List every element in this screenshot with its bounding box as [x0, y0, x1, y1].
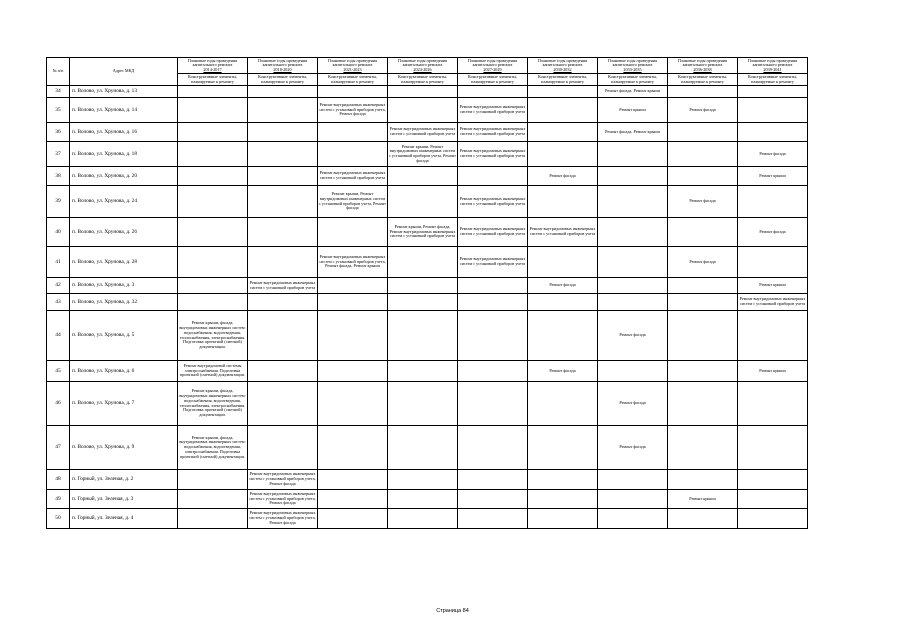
- repair-cell: Ремонт фасада: [598, 426, 668, 470]
- repair-cell: [318, 294, 388, 311]
- repair-cell: [388, 311, 458, 361]
- repair-cell: Ремонт внутридомовых инженерных систем с установкой приборов учета: [528, 218, 598, 247]
- table-row: [47, 382, 808, 426]
- repair-cell: [738, 382, 808, 426]
- row-number: 38: [47, 167, 70, 186]
- repair-cell: [668, 167, 738, 186]
- row-address: п. Волово, ул. Хрунова, д. 32: [70, 294, 178, 311]
- repair-cell: [318, 490, 388, 509]
- repair-cell: [458, 86, 528, 98]
- repair-cell: [458, 361, 528, 382]
- repair-cell: [318, 218, 388, 247]
- repair-cell: [598, 278, 668, 294]
- repair-cell: [388, 86, 458, 98]
- repair-cell: [668, 86, 738, 98]
- table-row: [47, 86, 808, 98]
- repair-cell: [458, 167, 528, 186]
- repair-cell: [738, 426, 808, 470]
- repair-cell: [388, 490, 458, 509]
- repair-cell: [668, 470, 738, 490]
- repair-cell: [318, 426, 388, 470]
- repair-cell: [178, 186, 248, 218]
- table-row: [47, 123, 808, 142]
- repair-cell: [248, 382, 318, 426]
- header-period: Плановые годы проведения капитального ремонта 2036-2038: [668, 58, 738, 74]
- repair-cell: Ремонт фасада: [668, 247, 738, 278]
- repair-cell: [178, 509, 248, 529]
- repair-cell: Ремонт внутридомовой системы электроснабжения. Подготовка проектной (сметной) документации.: [178, 361, 248, 382]
- repair-cell: [738, 186, 808, 218]
- repair-cell: [248, 218, 318, 247]
- repair-cell: [388, 470, 458, 490]
- repair-cell: Ремонт крыши: [738, 167, 808, 186]
- repair-cell: [668, 218, 738, 247]
- row-number: 37: [47, 142, 70, 167]
- repair-cell: [598, 186, 668, 218]
- header-period: Плановые годы проведения капитального ремонта 2039-2041: [738, 58, 808, 74]
- table-row: [47, 311, 808, 361]
- repair-cell: [668, 382, 738, 426]
- header-subtitle: Конструктивные элементы, планируемые к ремонту: [178, 74, 248, 86]
- table-header: [47, 58, 808, 86]
- repair-cell: [598, 167, 668, 186]
- header-address: Адрес МКД: [70, 58, 178, 86]
- repair-cell: Ремонт фасада: [528, 361, 598, 382]
- header-subtitle: Конструктивные элементы, планируемые к ремонту: [598, 74, 668, 86]
- repair-cell: [458, 509, 528, 529]
- repair-cell: [458, 470, 528, 490]
- header-period: Плановые годы проведения капитального ремонта 2024-2026: [388, 58, 458, 74]
- repair-cell: [598, 218, 668, 247]
- repair-cell: [388, 361, 458, 382]
- header-period: Плановые годы проведения капитального ремонта 2014-2017: [178, 58, 248, 74]
- repair-cell: [458, 382, 528, 426]
- repair-cell: Ремонт фасада: [528, 167, 598, 186]
- row-address: п. Волово, ул. Хрунова, д. 24: [70, 186, 178, 218]
- repair-cell: [738, 311, 808, 361]
- repair-cell: [388, 509, 458, 529]
- repair-cell: Ремонт внутридомовых инженерных систем с установкой приборов учета: [388, 123, 458, 142]
- repair-cell: Ремонт крыши, Ремонт фасада, Ремонт внутридомовых инженерных систем с установкой приборов учета: [388, 218, 458, 247]
- repair-cell: [528, 247, 598, 278]
- repair-cell: [178, 142, 248, 167]
- table-row: [47, 218, 808, 247]
- row-address: п. Волово, ул. Хрунова, д. 6: [70, 361, 178, 382]
- repair-cell: [738, 490, 808, 509]
- header-period: Плановые годы проведения капитального ремонта 2027-2029: [458, 58, 528, 74]
- repair-cell: [388, 294, 458, 311]
- repair-cell: [738, 123, 808, 142]
- header-subtitle: Конструктивные элементы, планируемые к ремонту: [668, 74, 738, 86]
- row-address: п. Горный, ул. Зеленая, д. 4: [70, 509, 178, 529]
- repair-cell: [248, 142, 318, 167]
- repair-cell: [598, 490, 668, 509]
- repair-cell: [178, 278, 248, 294]
- row-address: п. Волово, ул. Хрунова, д. 18: [70, 142, 178, 167]
- repair-cell: [318, 382, 388, 426]
- repair-cell: [248, 86, 318, 98]
- capital-repair-schedule-table: [46, 57, 808, 529]
- repair-cell: [248, 361, 318, 382]
- table-body: [47, 86, 808, 529]
- repair-cell: Ремонт фасада: [598, 311, 668, 361]
- repair-cell: [178, 294, 248, 311]
- table-row: [47, 294, 808, 311]
- table-row: [47, 426, 808, 470]
- repair-cell: [598, 294, 668, 311]
- repair-cell: [318, 311, 388, 361]
- repair-cell: [178, 490, 248, 509]
- repair-cell: Ремонт фасада: [738, 142, 808, 167]
- row-number: 45: [47, 361, 70, 382]
- repair-cell: [388, 167, 458, 186]
- row-number: 43: [47, 294, 70, 311]
- row-number: 35: [47, 98, 70, 123]
- row-number: 39: [47, 186, 70, 218]
- row-address: п. Волово, ул. Хрунова, д. 5: [70, 311, 178, 361]
- row-address: п. Волово, ул. Хрунова, д. 7: [70, 382, 178, 426]
- repair-cell: [178, 247, 248, 278]
- row-address: п. Волово, ул. Хрунова, д. 16: [70, 123, 178, 142]
- table-row: [47, 186, 808, 218]
- repair-cell: [528, 123, 598, 142]
- repair-cell: [668, 142, 738, 167]
- row-number: 46: [47, 382, 70, 426]
- repair-cell: [248, 186, 318, 218]
- row-address: п. Волово, ул. Хрунова, д. 13: [70, 86, 178, 98]
- repair-cell: [528, 294, 598, 311]
- table-row: [47, 490, 808, 509]
- row-address: п. Волово, ул. Хрунова, д. 20: [70, 167, 178, 186]
- repair-cell: Ремонт крыши, Ремонт внутридомовых инженерных систем с установкой приборов учета, Ремонт фасада: [318, 186, 388, 218]
- repair-cell: [248, 123, 318, 142]
- repair-cell: [458, 426, 528, 470]
- table-row: [47, 167, 808, 186]
- row-address: п. Горный, ул. Зеленая, д. 3: [70, 490, 178, 509]
- repair-cell: [388, 382, 458, 426]
- repair-cell: Ремонт крыши: [738, 361, 808, 382]
- repair-cell: [178, 470, 248, 490]
- row-number: 41: [47, 247, 70, 278]
- repair-cell: [458, 278, 528, 294]
- row-number: 47: [47, 426, 70, 470]
- repair-cell: [598, 470, 668, 490]
- repair-cell: [668, 294, 738, 311]
- table-row: [47, 509, 808, 529]
- repair-cell: [178, 86, 248, 98]
- repair-cell: [738, 86, 808, 98]
- repair-cell: [178, 167, 248, 186]
- repair-cell: [248, 98, 318, 123]
- repair-cell: Ремонт крыши, фасада, внутридомовых инженерных систем: водоснабжения, водоотведения, теплоснабжения, электроснабжения. Подготовка проектной (сметной) документации.: [178, 382, 248, 426]
- table-row: [47, 278, 808, 294]
- row-address: п. Горный, ул. Зеленая, д. 2: [70, 470, 178, 490]
- repair-cell: [528, 142, 598, 167]
- repair-cell: [738, 470, 808, 490]
- header-subtitle: Конструктивные элементы, планируемые к ремонту: [388, 74, 458, 86]
- repair-cell: [528, 98, 598, 123]
- header-subtitle: Конструктивные элементы, планируемые к ремонту: [248, 74, 318, 86]
- repair-cell: Ремонт внутридомовых инженерных систем с установкой приборов учета: [458, 218, 528, 247]
- header-num: № п/п: [47, 58, 70, 86]
- row-number: 50: [47, 509, 70, 529]
- table-row: [47, 361, 808, 382]
- repair-cell: [598, 247, 668, 278]
- repair-cell: [528, 426, 598, 470]
- repair-cell: Ремонт крыши, Ремонт внутридомовых инженерных систем с установкой приборов учета, Ремонт фасада: [388, 142, 458, 167]
- repair-cell: Ремонт крыши: [668, 490, 738, 509]
- repair-cell: Ремонт внутридомовых инженерных систем с установкой приборов учета: [458, 247, 528, 278]
- header-period: Плановые годы проведения капитального ремонта 2018-2020: [248, 58, 318, 74]
- repair-cell: Ремонт внутридомовых инженерных систем с установкой приборов учета: [458, 142, 528, 167]
- row-number: 34: [47, 86, 70, 98]
- repair-cell: Ремонт крыши: [598, 98, 668, 123]
- repair-cell: [318, 470, 388, 490]
- repair-cell: Ремонт внутридомовых инженерных систем с установкой приборов учета: [738, 294, 808, 311]
- repair-cell: Ремонт внутридомовых инженерных систем с установкой приборов учета: [458, 186, 528, 218]
- repair-cell: [318, 278, 388, 294]
- repair-cell: Ремонт фасада: [528, 278, 598, 294]
- repair-cell: [318, 142, 388, 167]
- repair-cell: [318, 123, 388, 142]
- repair-cell: [458, 294, 528, 311]
- row-number: 44: [47, 311, 70, 361]
- repair-cell: [388, 426, 458, 470]
- row-number: 42: [47, 278, 70, 294]
- repair-cell: [388, 247, 458, 278]
- repair-cell: [528, 509, 598, 529]
- repair-cell: [528, 382, 598, 426]
- repair-cell: Ремонт внутридомовых инженерных систем с установкой приборов учета, Ремонт фасада: [248, 470, 318, 490]
- repair-cell: [178, 218, 248, 247]
- header-subtitle: Конструктивные элементы, планируемые к ремонту: [738, 74, 808, 86]
- row-number: 36: [47, 123, 70, 142]
- repair-cell: Ремонт крыши, фасада, внутридомовых инженерных систем: водоснабжения, водоотведения, электроснабжения. Подготовка проектной (сметной) документации.: [178, 426, 248, 470]
- repair-cell: [248, 294, 318, 311]
- repair-cell: [318, 86, 388, 98]
- repair-cell: Ремонт фасада, Ремонт крыши: [598, 86, 668, 98]
- repair-cell: [318, 509, 388, 529]
- repair-cell: [528, 490, 598, 509]
- header-subtitle: Конструктивные элементы, планируемые к ремонту: [528, 74, 598, 86]
- repair-cell: [248, 167, 318, 186]
- repair-cell: Ремонт фасада: [668, 98, 738, 123]
- repair-cell: Ремонт внутридомовых инженерных систем с установкой приборов учета: [458, 98, 528, 123]
- repair-cell: [248, 426, 318, 470]
- repair-cell: [178, 123, 248, 142]
- repair-cell: Ремонт фасада: [598, 382, 668, 426]
- repair-cell: [598, 142, 668, 167]
- repair-cell: Ремонт внутридомовых инженерных систем с установкой приборов учета, Ремонт фасада: [318, 98, 388, 123]
- repair-cell: [668, 426, 738, 470]
- row-address: п. Волово, ул. Хрунова, д. 3: [70, 278, 178, 294]
- table-row: [47, 142, 808, 167]
- repair-cell: [458, 311, 528, 361]
- row-number: 48: [47, 470, 70, 490]
- repair-cell: Ремонт крыши: [738, 278, 808, 294]
- table-row: [47, 470, 808, 490]
- repair-cell: [668, 278, 738, 294]
- repair-cell: [598, 509, 668, 529]
- repair-cell: [738, 509, 808, 529]
- repair-cell: [528, 86, 598, 98]
- repair-cell: [528, 470, 598, 490]
- row-address: п. Волово, ул. Хрунова, д. 26: [70, 218, 178, 247]
- repair-cell: [668, 509, 738, 529]
- repair-cell: Ремонт фасада, Ремонт крыши: [598, 123, 668, 142]
- repair-cell: Ремонт внутридомовых инженерных систем с установкой приборов учета: [458, 123, 528, 142]
- header-period: Плановые годы проведения капитального ремонта 2033-2035: [598, 58, 668, 74]
- row-address: п. Волово, ул. Хрунова, д. 9: [70, 426, 178, 470]
- repair-cell: Ремонт крыши, фасада, внутридомовых инженерных систем: водоснабжения, водоотведения, теплоснабжения, электроснабжения. Подготовка проектной (сметной) документации.: [178, 311, 248, 361]
- repair-cell: Ремонт внутридомовых инженерных систем с установкой приборов учета: [248, 278, 318, 294]
- repair-cell: [668, 361, 738, 382]
- repair-cell: [318, 361, 388, 382]
- repair-cell: [388, 186, 458, 218]
- repair-cell: [598, 361, 668, 382]
- repair-cell: [458, 490, 528, 509]
- header-period: Плановые годы проведения капитального ремонта 2030-2032: [528, 58, 598, 74]
- table-row: [47, 247, 808, 278]
- header-subtitle: Конструктивные элементы, планируемые к ремонту: [458, 74, 528, 86]
- repair-cell: [738, 247, 808, 278]
- repair-cell: [388, 278, 458, 294]
- header-period: Плановые годы проведения капитального ремонта 2021-2023: [318, 58, 388, 74]
- repair-cell: Ремонт фасада: [668, 186, 738, 218]
- repair-cell: [248, 247, 318, 278]
- repair-cell: Ремонт внутридомовых инженерных систем с установкой приборов учета: [318, 167, 388, 186]
- repair-cell: [248, 311, 318, 361]
- repair-cell: Ремонт внутридомовых инженерных систем с установкой приборов учета, Ремонт фасада, Ремонт крыши: [318, 247, 388, 278]
- page-number: Страница 84: [436, 608, 469, 614]
- row-address: п. Волово, ул. Хрунова, д. 14: [70, 98, 178, 123]
- table-row: [47, 98, 808, 123]
- repair-cell: [528, 311, 598, 361]
- repair-cell: [668, 123, 738, 142]
- repair-cell: [178, 98, 248, 123]
- repair-cell: [528, 186, 598, 218]
- row-number: 49: [47, 490, 70, 509]
- repair-cell: [388, 98, 458, 123]
- repair-cell: Ремонт внутридомовых инженерных систем с установкой приборов учета, Ремонт фасада: [248, 490, 318, 509]
- row-address: п. Волово, ул. Хрунова, д. 28: [70, 247, 178, 278]
- repair-cell: [738, 98, 808, 123]
- repair-cell: Ремонт внутридомовых инженерных систем с установкой приборов учета, Ремонт фасада: [248, 509, 318, 529]
- repair-cell: [668, 311, 738, 361]
- header-subtitle: Конструктивные элементы, планируемые к ремонту: [318, 74, 388, 86]
- repair-cell: Ремонт фасада: [738, 218, 808, 247]
- row-number: 40: [47, 218, 70, 247]
